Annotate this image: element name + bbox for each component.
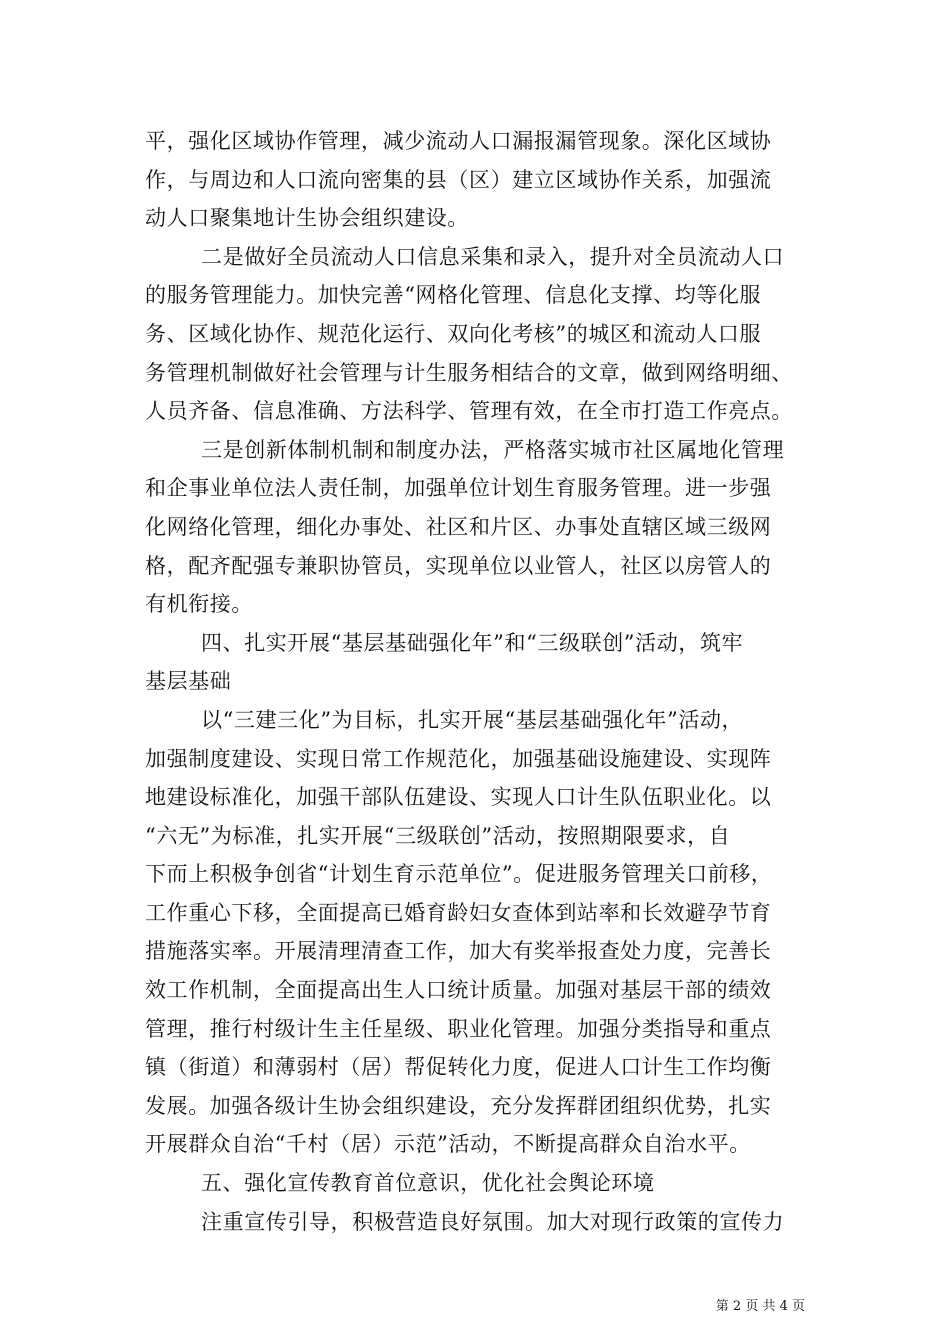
document-body (145, 122, 815, 1241)
text-line-19: “六无”为标准，扎实开展“三级联创”活动，按照期限要求，自 (145, 823, 731, 848)
text-line-6: 务、区域化协作、规范化运行、双向化考核”的城区和流动人口服 (145, 321, 762, 346)
text-line-24: 管理，推行村级计生主任星级、职业化管理。加强分类指导和重点 (145, 1016, 772, 1041)
text-line-10: 和企事业单位法人责任制，加强单位计划生育服务管理。进一步强 (145, 476, 772, 501)
text-line-25: 镇（街道）和薄弱村（居）帮促转化力度，促进人口计生工作均衡 (145, 1055, 772, 1080)
text-line-20: 下而上积极争创省“计划生育示范单位”。促进服务管理关口前移， (145, 862, 773, 887)
text-line-17: 加强制度建设、实现日常工作规范化，加强基础设施建设、实现阵 (145, 746, 772, 771)
text-line-29: 注重宣传引导，积极营造良好氛围。加大对现行政策的宣传力 (201, 1209, 785, 1234)
section-heading-5: 五、强化宣传教育首位意识，优化社会舆论环境 (201, 1171, 655, 1196)
text-line-3: 动人口聚集地计生协会组织建设。 (145, 206, 469, 231)
section-heading-4-line-2: 基层基础 (145, 669, 232, 694)
text-line-21: 工作重心下移，全面提高已婚育龄妇女查体到站率和长效避孕节育 (145, 900, 772, 925)
text-line-13: 有机衔接。 (145, 592, 253, 617)
text-line-23: 效工作机制，全面提高出生人口统计质量。加强对基层干部的绩效 (145, 978, 772, 1003)
text-line-7: 务管理机制做好社会管理与计生服务相结合的文章，做到网络明细、 (145, 360, 793, 385)
text-line-1: 平，强化区域协作管理，减少流动人口漏报漏管现象。深化区域协 (145, 129, 772, 153)
text-line-26: 发展。加强各级计生协会组织建设，充分发挥群团组织优势，扎实 (145, 1093, 772, 1118)
text-line-22: 措施落实率。开展清理清查工作，加大有奖举报查处力度，完善长 (145, 939, 772, 964)
text-line-11: 化网络化管理，细化办事处、社区和片区、办事处直辖区域三级网 (145, 514, 772, 539)
text-line-27: 开展群众自治“千村（居）示范”活动，不断提高群众自治水平。 (145, 1132, 751, 1157)
text-line-8: 人员齐备、信息准确、方法科学、管理有效，在全市打造工作亮点。 (145, 399, 793, 424)
text-line-12: 格，配齐配强专兼职协管员，实现单位以业管人，社区以房管人的 (145, 553, 772, 578)
section-heading-4-line-1: 四、扎实开展“基层基础强化年”和“三级联创”活动，筑牢 (201, 630, 744, 655)
text-line-5: 的服务管理能力。加快完善“网格化管理、信息化支撑、均等化服 (145, 283, 762, 308)
page-number-footer: 第 2 页 共 4 页 (715, 1299, 805, 1314)
text-line-4: 二是做好全员流动人口信息采集和录入，提升对全员流动人口 (201, 244, 785, 269)
text-line-9: 三是创新体制机制和制度办法，严格落实城市社区属地化管理 (201, 437, 785, 462)
text-line-16: 以“三建三化”为目标，扎实开展“基层基础强化年”活动， (201, 707, 744, 732)
text-line-18: 地建设标准化，加强干部队伍建设、实现人口计生队伍职业化。以 (145, 785, 772, 810)
text-line-2: 作，与周边和人口流向密集的县（区）建立区域协作关系，加强流 (145, 167, 772, 192)
